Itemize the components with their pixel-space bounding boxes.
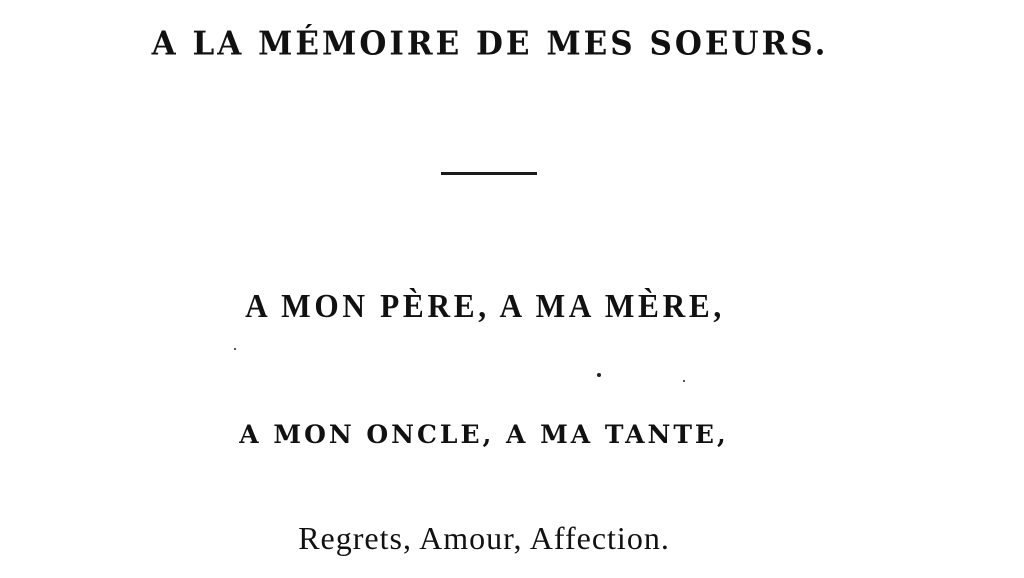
dedication-sisters: A LA MÉMOIRE DE MES SOEURS. (151, 25, 829, 63)
ink-speck (683, 380, 685, 382)
dedication-sentiments: Regrets, Amour, Affection. (298, 520, 670, 556)
dedication-parents: A MON PÈRE, A MA MÈRE, (245, 288, 725, 325)
separator-rule (441, 172, 537, 175)
dedication-uncle-aunt: A MON ONCLE, A MA TANTE, (239, 420, 729, 449)
ink-speck (597, 373, 601, 377)
ink-speck (234, 348, 236, 350)
